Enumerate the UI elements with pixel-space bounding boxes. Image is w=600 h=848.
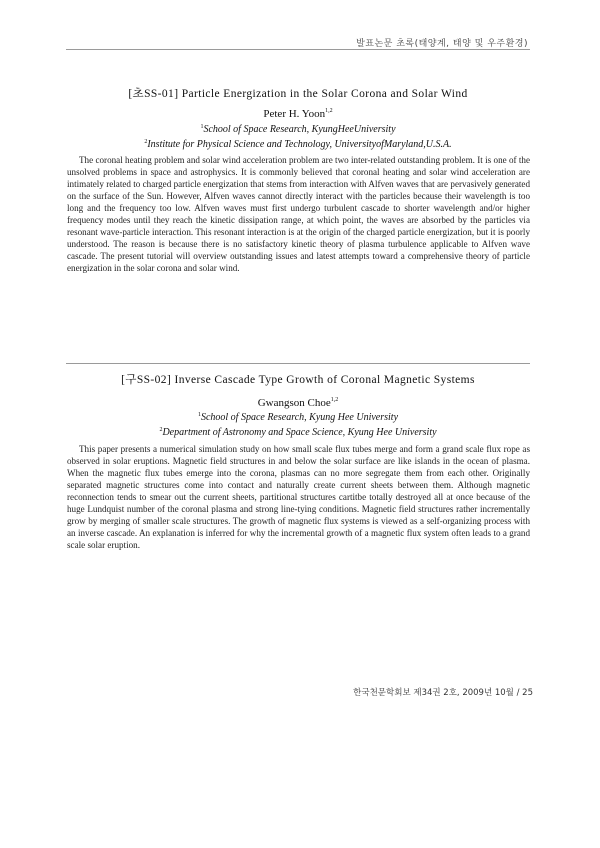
affiliation-sup: 1 bbox=[197, 412, 201, 418]
affiliation-text: School of Space Research, KyungHeeUniversity bbox=[203, 124, 396, 135]
author-name-2: Gwangson Choe bbox=[257, 397, 331, 409]
header-rule bbox=[66, 49, 530, 50]
paper-author-2 bbox=[66, 397, 530, 409]
page-footer bbox=[0, 686, 533, 698]
affiliation-sup: 1 bbox=[200, 124, 204, 130]
paper-author-1 bbox=[66, 108, 530, 120]
paper-abstract-1: The coronal heating problem and solar wind acceleration problem are two inter-related outstanding problem. It is one of the unsolved problems in space and astrophysics. It is commonly believed that coronal heating and solar wind acceleration are intimately related to charged particle energization that stems from interaction with Alfven waves that are pervasively generated on the surface of the Sun. However, Alfven waves cannot directly interact with the particles because their wavelength is too long and the frequency too low. Alfven waves must first undergo turbulent cascade to shorter wavelength and/or higher frequency modes until they reach the kinetic dissipation range, at which point, the waves are absorbed by the particles via resonant wave-particle interaction. This resonant interaction is at the origin of the charged particle energization, but it is poorly understood. The reason is because there is no satisfactory kinetic theory of plasma turbulence applicable to Alfven wave cascade. The present tutorial will overview outstanding issues and latest attempts toward a comprehensive theory of particle energization in the solar corona and solar wind. bbox=[67, 155, 530, 273]
affiliation-sup: 2 bbox=[144, 139, 148, 145]
affiliation-2-1 bbox=[66, 409, 530, 424]
affiliation-2-2 bbox=[66, 424, 530, 439]
paper-title-2 bbox=[66, 371, 530, 387]
affiliation-text: Department of Astronomy and Space Science, Kyung Hee University bbox=[162, 427, 437, 438]
author-sup-2: 1,2 bbox=[330, 397, 339, 403]
paper-code-2: [구SS-02] bbox=[121, 374, 172, 386]
affiliation-1-1 bbox=[66, 121, 530, 136]
affiliation-text: School of Space Research, Kyung Hee University bbox=[200, 412, 399, 423]
paper-affiliations-1 bbox=[66, 121, 530, 151]
affiliation-text: Institute for Physical Science and Technology, UniversityofMaryland,U.S.A. bbox=[147, 139, 452, 150]
affiliation-sup: 2 bbox=[159, 427, 163, 433]
affiliation-1-2 bbox=[66, 136, 530, 151]
paper-affiliations-2 bbox=[66, 409, 530, 439]
paper-abstract-2: This paper presents a numerical simulation study on how small scale flux tubes merge and form a grand scale flux rope as observed in solar eruptions. Magnetic field structures in and below the solar surface are like islands in the ocean of plasma. When the magnetic flux tubes emerge into the corona, plasmas can no more segregate them from each other. Originally separated magnetic structures come into contact and naturally create current sheets between them. Although magnetic reconnection tends to smear out the current sheets, partitional structures cartitbe totally destroyed all at once because of the huge Lundquist number of the coronal plasma and strong line-tying conditions. Magnetic field structures rather incrementally grow by merging of smaller scale structures. The growth of magnetic flux systems is viewed as a self-organizing process with an inverse cascade. An explanation is inferred for why the incremental growth of a magnetic flux system often leads to a grand scale solar eruption. bbox=[67, 444, 530, 550]
paper-title-text-2: Inverse Cascade Type Growth of Coronal Magnetic Systems bbox=[174, 374, 475, 386]
section-rule bbox=[66, 363, 530, 364]
journal-citation: 한국천문학회보 제34권 2호, 2009년 10월 bbox=[353, 688, 514, 698]
paper-title-text-1: Particle Energization in the Solar Corona and Solar Wind bbox=[181, 88, 468, 100]
running-head: 발표논문 초록(태양계, 태양 및 우주환경) bbox=[356, 39, 528, 49]
paper-code-1: [초SS-01] bbox=[128, 88, 179, 100]
page-number: 25 bbox=[522, 688, 533, 698]
author-sup-1: 1,2 bbox=[325, 108, 333, 114]
author-name-1: Peter H. Yoon bbox=[263, 108, 326, 120]
footer-separator: / bbox=[516, 688, 520, 698]
paper-title-1 bbox=[66, 85, 530, 101]
